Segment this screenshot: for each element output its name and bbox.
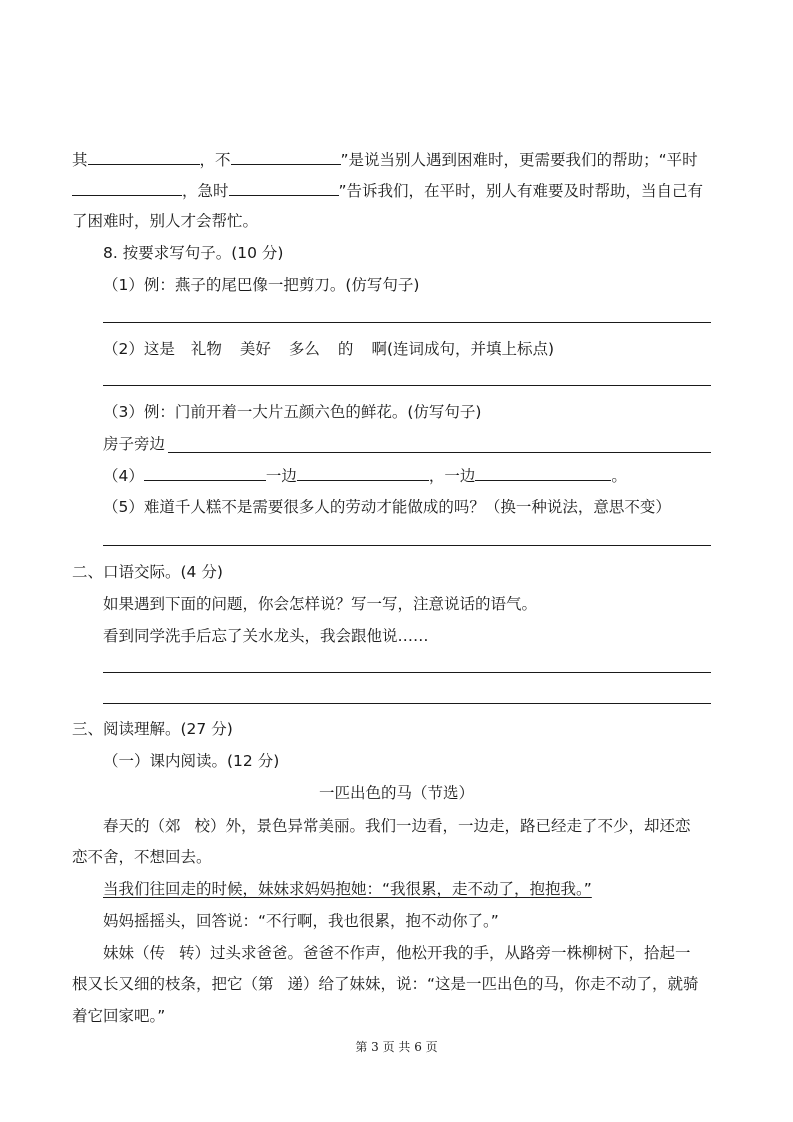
question-8-2 bbox=[103, 338, 554, 360]
section-3-title: 三、阅读理解。(27 分) bbox=[72, 720, 233, 738]
section-3-subtitle: （一）课内阅读。(12 分) bbox=[103, 752, 280, 770]
passage-paragraph-4-cont bbox=[72, 973, 699, 995]
word-tile: 啊 bbox=[371, 340, 387, 358]
fill-blank-line-3: 了困难时，别人才会帮忙。 bbox=[72, 212, 259, 230]
section-2-title: 二、口语交际。(4 分) bbox=[72, 563, 223, 581]
passage-title: 一匹出色的马（节选） bbox=[318, 784, 474, 802]
answer-blank[interactable] bbox=[72, 179, 182, 196]
text-fragment: （2）这是 bbox=[103, 340, 175, 358]
question-hint: (连词成句，并填上标点) bbox=[386, 340, 555, 358]
answer-line[interactable] bbox=[103, 385, 711, 386]
passage-paragraph-1 bbox=[103, 815, 691, 837]
text-fragment: （4） bbox=[103, 467, 144, 485]
answer-blank[interactable] bbox=[231, 148, 341, 165]
question-8-5: （5）难道千人糕不是需要很多人的劳动才能做成的吗？（换一种说法，意思不变） bbox=[103, 498, 671, 516]
text-fragment: 根又长又细的枝条，把它（第 bbox=[72, 975, 274, 993]
text-fragment: ，急时 bbox=[182, 182, 229, 200]
answer-line[interactable] bbox=[168, 452, 711, 453]
answer-blank[interactable] bbox=[144, 464, 266, 481]
answer-line[interactable] bbox=[103, 545, 711, 546]
passage-paragraph-4-end: 着它回家吧。” bbox=[72, 1007, 166, 1025]
text-fragment: 转）过头求爸爸。爸爸不作声，他松开我的手，从路旁一株柳树下，拾起一 bbox=[179, 944, 691, 962]
text-fragment: ，不 bbox=[199, 151, 231, 169]
text-fragment: ，一边 bbox=[428, 467, 476, 485]
passage-paragraph-2: 当我们往回走的时候，妹妹求妈妈抱她：“我很累，走不动了，抱抱我。” bbox=[103, 880, 592, 898]
question-8-3: （3）例：门前开着一大片五颜六色的鲜花。(仿写句子) bbox=[103, 403, 482, 421]
section-2-scenario: 看到同学洗手后忘了关水龙头，我会跟他说…… bbox=[103, 627, 429, 645]
text-fragment: 春天的（郊 bbox=[103, 817, 181, 835]
text-fragment: 一边 bbox=[265, 467, 297, 485]
text-fragment: 妹妹（传 bbox=[103, 944, 166, 962]
word-tile: 多么 bbox=[288, 340, 320, 358]
answer-blank[interactable] bbox=[475, 464, 611, 481]
text-fragment: 其 bbox=[72, 151, 88, 169]
passage-paragraph-4 bbox=[103, 942, 691, 964]
word-tile: 美好 bbox=[239, 340, 271, 358]
text-fragment: 校）外，景色异常美丽。我们一边看，一边走，路已经走了不少，却还恋 bbox=[194, 817, 691, 835]
text-fragment: 。 bbox=[611, 467, 627, 485]
text-fragment: ”是说当别人遇到困难时，更需要我们的帮助；“平时 bbox=[340, 151, 698, 169]
text-fragment: ”告诉我们，在平时，别人有难要及时帮助，当自己有 bbox=[338, 182, 704, 200]
passage-paragraph-3: 妈妈摇摇头，回答说：“不行啊，我也很累，抱不动你了。” bbox=[103, 912, 499, 930]
answer-blank[interactable] bbox=[88, 148, 200, 165]
answer-line[interactable] bbox=[103, 672, 711, 673]
question-8-title: 8. 按要求写句子。(10 分) bbox=[103, 244, 284, 262]
question-8-3-lead: 房子旁边 bbox=[103, 435, 166, 453]
answer-line[interactable] bbox=[103, 322, 711, 323]
text-fragment: 递）给了妹妹，说：“这是一匹出色的马，你走不动了，就骑 bbox=[287, 975, 699, 993]
fill-blank-line-1 bbox=[72, 148, 698, 171]
word-tile: 礼物 bbox=[190, 340, 222, 358]
answer-line[interactable] bbox=[103, 703, 711, 704]
passage-paragraph-1-cont: 恋不舍，不想回去。 bbox=[72, 848, 212, 866]
question-8-1: （1）例：燕子的尾巴像一把剪刀。(仿写句子) bbox=[103, 276, 420, 294]
section-2-prompt: 如果遇到下面的问题，你会怎样说？写一写，注意说话的语气。 bbox=[103, 595, 538, 613]
answer-blank[interactable] bbox=[229, 179, 339, 196]
page-number: 第 3 页 共 6 页 bbox=[355, 1040, 438, 1054]
fill-blank-line-2 bbox=[72, 179, 703, 202]
answer-blank[interactable] bbox=[297, 464, 429, 481]
word-tile: 的 bbox=[337, 340, 354, 358]
question-8-4 bbox=[103, 464, 627, 487]
